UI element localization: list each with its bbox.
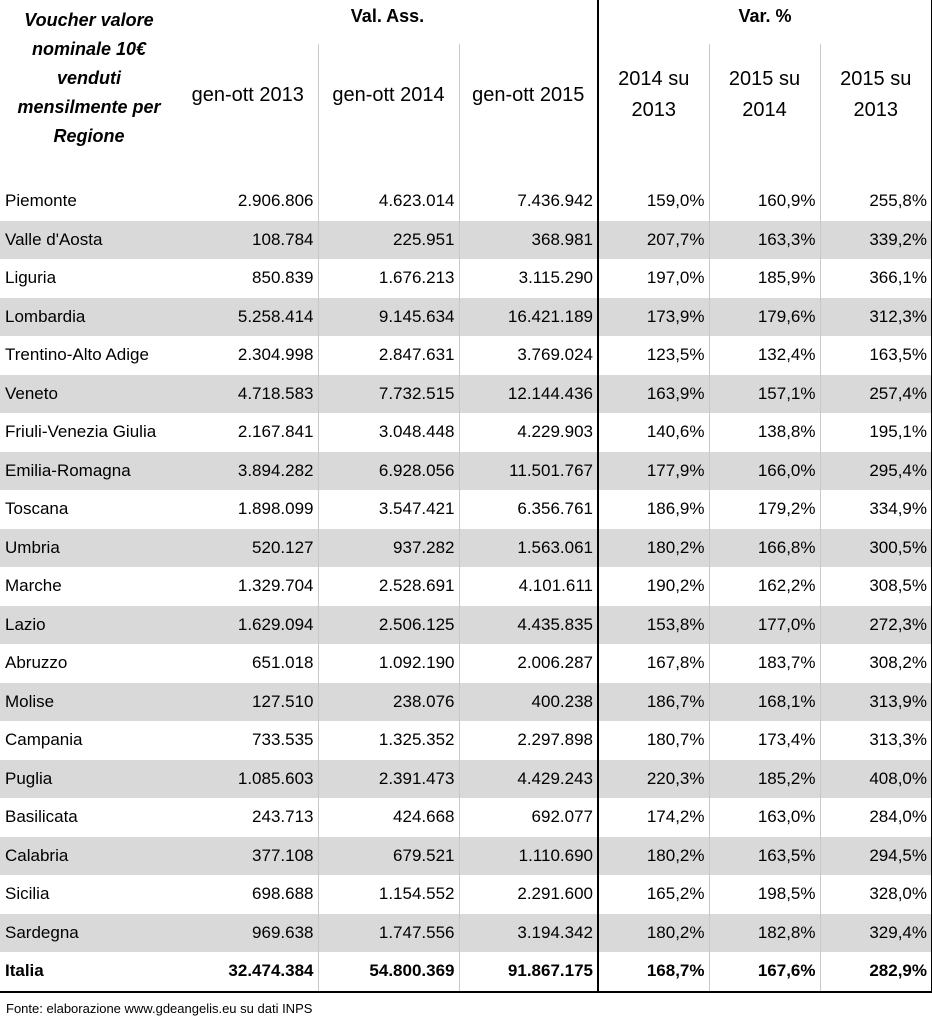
value-2014-cell: 1.676.213 xyxy=(318,259,459,298)
var-2014-su-2013-cell: 173,9% xyxy=(598,298,709,337)
var-2015-su-2014-cell: 157,1% xyxy=(709,375,820,414)
voucher-header: Voucher valore nominale 10€ venduti mensilmente per Regione xyxy=(17,10,161,146)
table-row xyxy=(0,413,932,452)
var-2015-su-2013-cell: 272,3% xyxy=(820,606,932,645)
table-row xyxy=(0,452,932,491)
group-header-var-pct: Var. % xyxy=(598,0,932,44)
value-2013-cell: 733.535 xyxy=(178,721,318,760)
value-2015-cell: 3.115.290 xyxy=(459,259,598,298)
table-row xyxy=(0,221,932,260)
value-2015-cell: 2.297.898 xyxy=(459,721,598,760)
var-2014-su-2013-cell: 177,9% xyxy=(598,452,709,491)
header-group-row xyxy=(0,0,932,44)
region-cell: Valle d'Aosta xyxy=(0,221,178,260)
var-2014-su-2013-cell: 190,2% xyxy=(598,567,709,606)
var-2015-su-2013-cell: 312,3% xyxy=(820,298,932,337)
value-2015-cell: 4.229.903 xyxy=(459,413,598,452)
var-2014-su-2013-cell: 197,0% xyxy=(598,259,709,298)
region-cell: Liguria xyxy=(5,268,57,288)
var-2015-su-2013-cell: 313,9% xyxy=(820,683,932,722)
var-2015-su-2014-cell: 160,9% xyxy=(709,178,820,221)
table-row xyxy=(0,336,932,375)
value-2013-cell: 1.629.094 xyxy=(178,606,318,645)
value-2015-cell: 11.501.767 xyxy=(459,452,598,491)
value-2014-cell: 225.951 xyxy=(318,221,459,260)
region-cell: Piemonte xyxy=(5,191,77,211)
value-2013-cell: 2.906.806 xyxy=(178,178,318,221)
table-row xyxy=(0,178,932,221)
value-2014-cell: 1.325.352 xyxy=(318,721,459,760)
value-2013-cell: 520.127 xyxy=(178,529,318,568)
var-2015-su-2014-cell: 182,8% xyxy=(709,914,820,953)
var-2015-su-2013-cell: 408,0% xyxy=(820,760,932,799)
region-cell: Abruzzo xyxy=(5,653,68,673)
value-2014-cell: 424.668 xyxy=(318,798,459,837)
var-2014-su-2013-cell: 163,9% xyxy=(598,375,709,414)
var-2015-su-2014-cell: 179,2% xyxy=(709,490,820,529)
value-2014-cell: 1.154.552 xyxy=(318,875,459,914)
table-row xyxy=(0,644,932,683)
value-2014-cell: 1.747.556 xyxy=(318,914,459,953)
value-2014-cell: 2.847.631 xyxy=(318,336,459,375)
var-2015-su-2014-cell: 185,9% xyxy=(709,259,820,298)
table-body xyxy=(0,178,932,992)
region-cell: Sardegna xyxy=(0,914,178,953)
var-2015-su-2013-cell: 334,9% xyxy=(820,490,932,529)
region-cell: Veneto xyxy=(0,375,178,414)
source-footnote: Fonte: elaborazione www.gdeangelis.eu su dati INPS xyxy=(6,1001,313,1016)
table-row xyxy=(0,529,932,568)
region-cell: Marche xyxy=(5,576,62,596)
value-2013-cell: 1.898.099 xyxy=(178,490,318,529)
table-row xyxy=(0,567,932,606)
value-2015-cell: 3.769.024 xyxy=(459,336,598,375)
table-row xyxy=(0,683,932,722)
var-2015-su-2013-cell: 308,5% xyxy=(820,567,932,606)
region-cell: Umbria xyxy=(0,529,178,568)
column-header-2014-su-2013: 2014 su 2013 xyxy=(598,44,709,178)
var-2015-su-2013-cell: 329,4% xyxy=(820,914,932,953)
value-2013-cell: 108.784 xyxy=(178,221,318,260)
table-row xyxy=(0,375,932,414)
region-cell: Friuli-Venezia Giulia xyxy=(5,422,157,442)
var-2014-su-2013-cell: 180,2% xyxy=(598,837,709,876)
var-2014-su-2013-cell: 123,5% xyxy=(598,336,709,375)
var-2015-su-2014-cell: 167,6% xyxy=(709,952,820,992)
value-2013-cell: 127.510 xyxy=(178,683,318,722)
table-row xyxy=(0,606,932,645)
value-2014-cell: 4.623.014 xyxy=(318,178,459,221)
region-cell: Basilicata xyxy=(5,807,78,827)
value-2013-cell: 850.839 xyxy=(178,259,318,298)
value-2013-cell: 969.638 xyxy=(178,914,318,953)
var-2015-su-2013-cell: 294,5% xyxy=(820,837,932,876)
table-row xyxy=(0,490,932,529)
value-2015-cell: 12.144.436 xyxy=(459,375,598,414)
value-2014-cell: 54.800.369 xyxy=(318,952,459,992)
value-2013-cell: 1.085.603 xyxy=(178,760,318,799)
var-2015-su-2013-cell: 282,9% xyxy=(820,952,932,992)
region-cell: Sicilia xyxy=(5,884,50,904)
var-2015-su-2014-cell: 168,1% xyxy=(709,683,820,722)
var-2014-su-2013-cell: 207,7% xyxy=(598,221,709,260)
value-2015-cell: 4.435.835 xyxy=(459,606,598,645)
var-2014-su-2013-cell: 180,7% xyxy=(598,721,709,760)
group-header-val-ass: Val. Ass. xyxy=(178,0,598,44)
var-2015-su-2014-cell: 198,5% xyxy=(709,875,820,914)
value-2014-cell: 238.076 xyxy=(318,683,459,722)
var-2014-su-2013-cell: 186,7% xyxy=(598,683,709,722)
var-2015-su-2014-cell: 183,7% xyxy=(709,644,820,683)
var-2014-su-2013-cell: 140,6% xyxy=(598,413,709,452)
table-row xyxy=(0,721,932,760)
region-cell: Emilia-Romagna xyxy=(0,452,178,491)
value-2014-cell: 3.048.448 xyxy=(318,413,459,452)
var-2014-su-2013-cell: 174,2% xyxy=(598,798,709,837)
value-2013-cell: 1.329.704 xyxy=(178,567,318,606)
var-2014-su-2013-cell: 180,2% xyxy=(598,914,709,953)
value-2014-cell: 6.928.056 xyxy=(318,452,459,491)
value-2014-cell: 2.528.691 xyxy=(318,567,459,606)
region-cell: Campania xyxy=(5,730,83,750)
region-cell: Lazio xyxy=(0,606,178,645)
value-2015-cell: 6.356.761 xyxy=(459,490,598,529)
region-cell: Toscana xyxy=(5,499,69,519)
var-2015-su-2014-cell: 177,0% xyxy=(709,606,820,645)
column-header-2013: gen-ott 2013 xyxy=(178,44,318,178)
value-2013-cell: 5.258.414 xyxy=(178,298,318,337)
var-2015-su-2014-cell: 138,8% xyxy=(709,413,820,452)
value-2014-cell: 1.092.190 xyxy=(318,644,459,683)
value-2015-cell: 4.429.243 xyxy=(459,760,598,799)
value-2014-cell: 937.282 xyxy=(318,529,459,568)
var-2015-su-2013-cell: 313,3% xyxy=(820,721,932,760)
var-2014-su-2013-cell: 168,7% xyxy=(598,952,709,992)
var-2014-su-2013-cell: 186,9% xyxy=(598,490,709,529)
value-2013-cell: 651.018 xyxy=(178,644,318,683)
table-row xyxy=(0,760,932,799)
value-2015-cell: 400.238 xyxy=(459,683,598,722)
table-row xyxy=(0,875,932,914)
var-2015-su-2013-cell: 163,5% xyxy=(820,336,932,375)
region-cell: Lombardia xyxy=(0,298,178,337)
value-2015-cell: 3.194.342 xyxy=(459,914,598,953)
var-2014-su-2013-cell: 180,2% xyxy=(598,529,709,568)
var-2015-su-2013-cell: 300,5% xyxy=(820,529,932,568)
var-2015-su-2014-cell: 162,2% xyxy=(709,567,820,606)
var-2015-su-2014-cell: 163,0% xyxy=(709,798,820,837)
table-row xyxy=(0,914,932,953)
var-2015-su-2013-cell: 308,2% xyxy=(820,644,932,683)
value-2014-cell: 3.547.421 xyxy=(318,490,459,529)
value-2014-cell: 9.145.634 xyxy=(318,298,459,337)
value-2015-cell: 368.981 xyxy=(459,221,598,260)
table-row xyxy=(0,798,932,837)
value-2013-cell: 2.304.998 xyxy=(178,336,318,375)
value-2014-cell: 7.732.515 xyxy=(318,375,459,414)
value-2014-cell: 679.521 xyxy=(318,837,459,876)
var-2015-su-2013-cell: 284,0% xyxy=(820,798,932,837)
var-2015-su-2014-cell: 163,3% xyxy=(709,221,820,260)
var-2014-su-2013-cell: 167,8% xyxy=(598,644,709,683)
value-2015-cell: 692.077 xyxy=(459,798,598,837)
value-2013-cell: 4.718.583 xyxy=(178,375,318,414)
var-2014-su-2013-cell: 153,8% xyxy=(598,606,709,645)
var-2015-su-2014-cell: 166,8% xyxy=(709,529,820,568)
column-header-2015-su-2013: 2015 su 2013 xyxy=(820,44,932,178)
region-cell: Molise xyxy=(0,683,178,722)
value-2015-cell: 1.110.690 xyxy=(459,837,598,876)
var-2015-su-2014-cell: 132,4% xyxy=(709,336,820,375)
region-cell: Puglia xyxy=(0,760,178,799)
value-2015-cell: 1.563.061 xyxy=(459,529,598,568)
var-2015-su-2013-cell: 328,0% xyxy=(820,875,932,914)
table-row xyxy=(0,298,932,337)
value-2013-cell: 2.167.841 xyxy=(178,413,318,452)
var-2015-su-2013-cell: 195,1% xyxy=(820,413,932,452)
var-2015-su-2014-cell: 179,6% xyxy=(709,298,820,337)
value-2014-cell: 2.391.473 xyxy=(318,760,459,799)
column-header-2015-su-2014: 2015 su 2014 xyxy=(709,44,820,178)
value-2015-cell: 4.101.611 xyxy=(459,567,598,606)
var-2015-su-2014-cell: 173,4% xyxy=(709,721,820,760)
var-2015-su-2013-cell: 366,1% xyxy=(820,259,932,298)
var-2015-su-2013-cell: 255,8% xyxy=(820,178,932,221)
total-row xyxy=(0,952,932,992)
value-2013-cell: 377.108 xyxy=(178,837,318,876)
var-2014-su-2013-cell: 220,3% xyxy=(598,760,709,799)
var-2014-su-2013-cell: 165,2% xyxy=(598,875,709,914)
var-2015-su-2013-cell: 295,4% xyxy=(820,452,932,491)
var-2015-su-2014-cell: 185,2% xyxy=(709,760,820,799)
value-2014-cell: 2.506.125 xyxy=(318,606,459,645)
value-2013-cell: 32.474.384 xyxy=(178,952,318,992)
value-2015-cell: 16.421.189 xyxy=(459,298,598,337)
var-2015-su-2013-cell: 339,2% xyxy=(820,221,932,260)
region-cell: Calabria xyxy=(0,837,178,876)
var-2014-su-2013-cell: 159,0% xyxy=(598,178,709,221)
value-2013-cell: 3.894.282 xyxy=(178,452,318,491)
var-2015-su-2014-cell: 163,5% xyxy=(709,837,820,876)
table-row xyxy=(0,259,932,298)
column-header-2015: gen-ott 2015 xyxy=(459,44,598,178)
var-2015-su-2014-cell: 166,0% xyxy=(709,452,820,491)
value-2013-cell: 243.713 xyxy=(178,798,318,837)
value-2015-cell: 7.436.942 xyxy=(459,178,598,221)
column-header-2014: gen-ott 2014 xyxy=(318,44,459,178)
value-2015-cell: 2.291.600 xyxy=(459,875,598,914)
region-cell: Trentino-Alto Adige xyxy=(5,345,149,365)
var-2015-su-2013-cell: 257,4% xyxy=(820,375,932,414)
region-cell: Italia xyxy=(0,952,178,992)
table-row xyxy=(0,837,932,876)
value-2015-cell: 91.867.175 xyxy=(459,952,598,992)
value-2015-cell: 2.006.287 xyxy=(459,644,598,683)
value-2013-cell: 698.688 xyxy=(178,875,318,914)
